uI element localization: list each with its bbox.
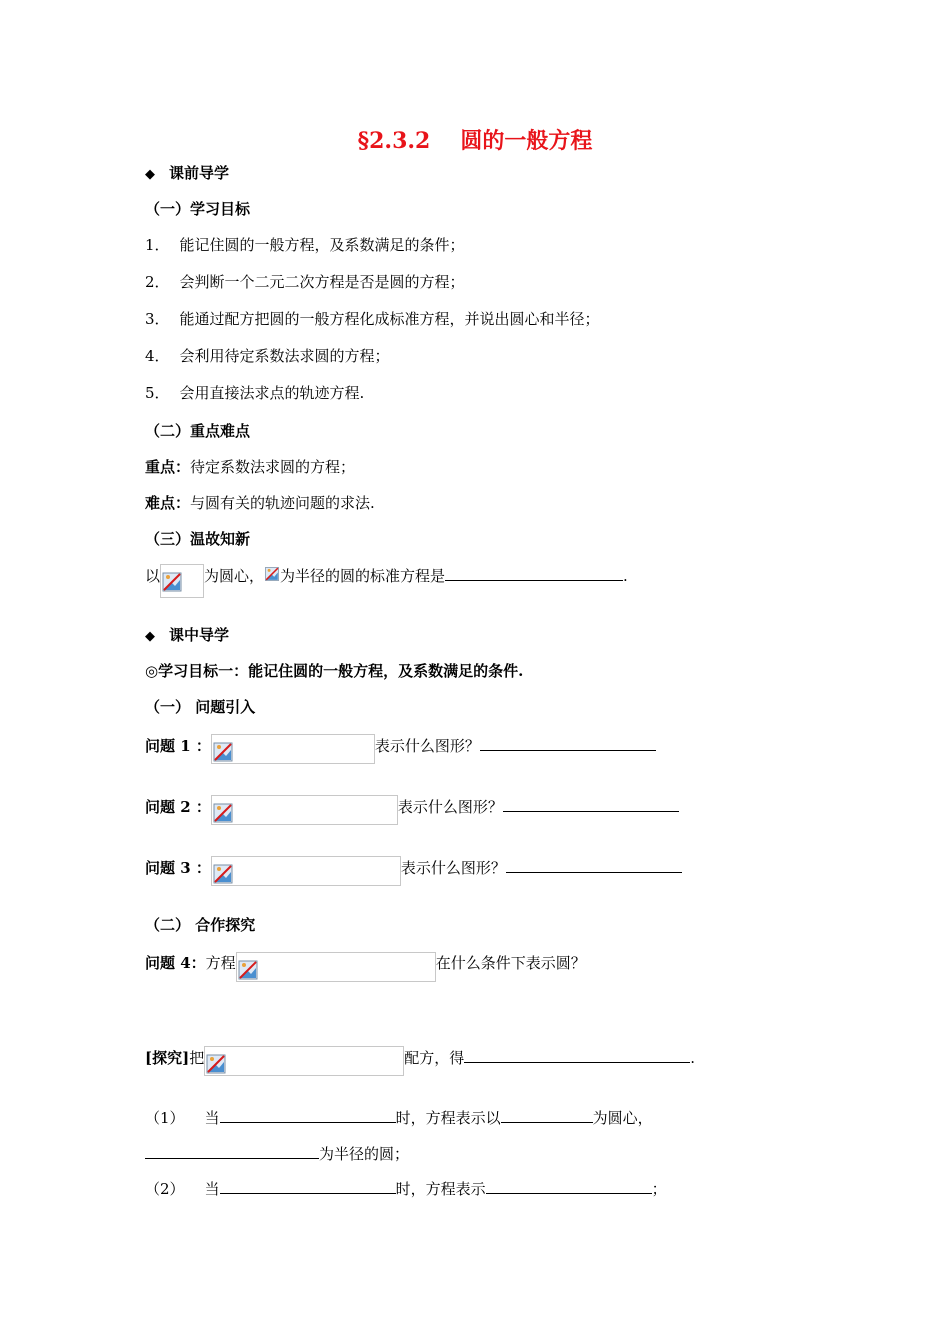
case-1-continued: 为半径的圆； bbox=[145, 1142, 409, 1165]
learning-target-1: ◎学习目标一：能记住圆的一般方程，及系数满足的条件. bbox=[145, 662, 524, 680]
title-text: 圆的一般方程 bbox=[460, 128, 593, 154]
answer-blank[interactable] bbox=[486, 1177, 652, 1194]
question-4: 问题 4：方程 在什么条件下表示圆？ bbox=[145, 952, 586, 982]
equation-image bbox=[236, 952, 436, 982]
diamond-bullet-icon: ◆ bbox=[145, 629, 155, 644]
answer-blank[interactable] bbox=[145, 1142, 319, 1159]
pre-class-heading: ◆ 课前导学 bbox=[145, 164, 230, 182]
equation-image bbox=[211, 856, 401, 886]
answer-blank[interactable] bbox=[464, 1046, 690, 1063]
answer-blank[interactable] bbox=[501, 1106, 593, 1123]
goal-item: 4． 会利用待定系数法求圆的方程； bbox=[145, 347, 390, 365]
cooperation-heading: （二） 合作探究 bbox=[145, 916, 256, 934]
section-number: §2.3.2 bbox=[357, 128, 431, 154]
equation-image bbox=[204, 1046, 404, 1076]
broken-image-icon bbox=[264, 564, 280, 580]
case-2: （2） 当 时，方程表示 ； bbox=[145, 1177, 667, 1200]
key-points-heading: （二）重点难点 bbox=[145, 422, 251, 440]
page-title bbox=[0, 124, 950, 155]
key-point: 重点：待定系数法求圆的方程； bbox=[145, 458, 356, 476]
answer-blank[interactable] bbox=[445, 564, 623, 581]
diamond-bullet-icon: ◆ bbox=[145, 167, 155, 182]
in-class-heading: ◆ 课中导学 bbox=[145, 626, 230, 644]
goals-heading: （一）学习目标 bbox=[145, 200, 251, 218]
review-heading: （三）温故知新 bbox=[145, 530, 251, 548]
answer-blank[interactable] bbox=[220, 1177, 396, 1194]
goal-item: 2． 会判断一个二元二次方程是否是圆的方程； bbox=[145, 273, 465, 291]
goal-item: 3． 能通过配方把圆的一般方程化成标准方程，并说出圆心和半径； bbox=[145, 310, 600, 328]
answer-blank[interactable] bbox=[503, 795, 679, 812]
equation-image bbox=[211, 734, 375, 764]
broken-image-icon bbox=[160, 564, 204, 598]
intro-heading: （一） 问题引入 bbox=[145, 698, 256, 716]
review-question: 以 为圆心， 为半径的圆的标准方程是 . bbox=[145, 564, 628, 598]
equation-image bbox=[211, 795, 398, 825]
difficult-point: 难点：与圆有关的轨迹问题的求法. bbox=[145, 494, 375, 512]
goal-item: 5． 会用直接法求点的轨迹方程. bbox=[145, 384, 365, 402]
case-1: （1） 当 时，方程表示以 为圆心， bbox=[145, 1106, 653, 1129]
question-1: 问题 1 ： 表示什么图形？ bbox=[145, 734, 656, 764]
question-3: 问题 3 ： 表示什么图形？ bbox=[145, 856, 682, 886]
exploration: [探究]把 配方，得 . bbox=[145, 1046, 695, 1076]
answer-blank[interactable] bbox=[220, 1106, 396, 1123]
question-2: 问题 2 ： 表示什么图形？ bbox=[145, 795, 679, 825]
answer-blank[interactable] bbox=[480, 734, 656, 751]
answer-blank[interactable] bbox=[506, 856, 682, 873]
goal-item: 1． 能记住圆的一般方程，及系数满足的条件； bbox=[145, 236, 465, 254]
